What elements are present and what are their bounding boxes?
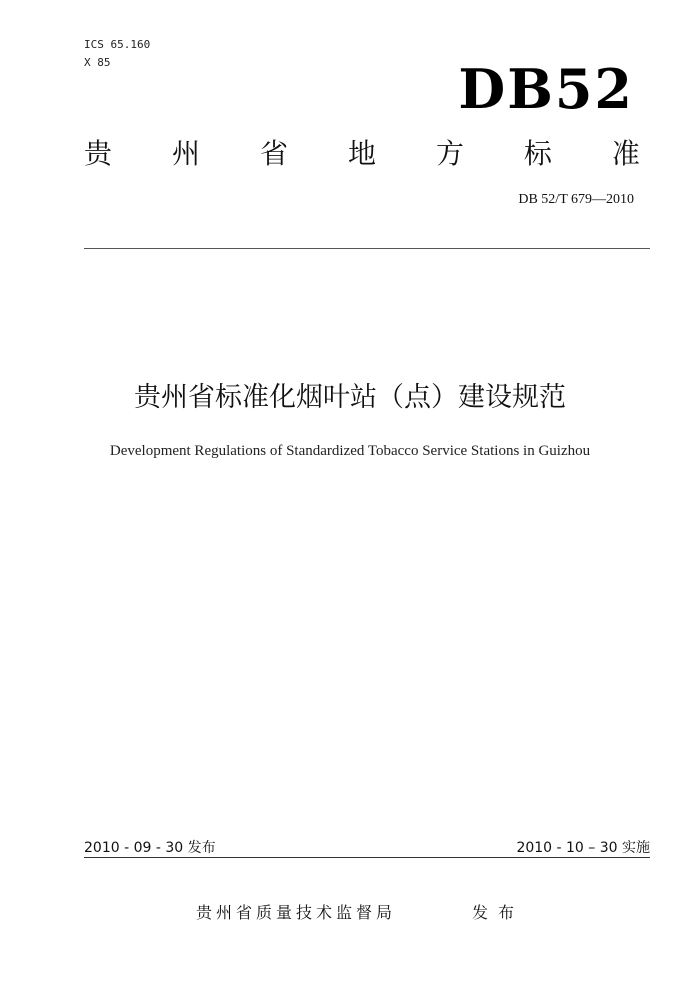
header-divider [84,248,650,249]
standard-number: DB 52/T 679—2010 [518,192,634,207]
standard-type-char: 标 [523,137,552,170]
standard-type-char: 地 [347,137,376,170]
standard-type-char: 州 [171,137,200,170]
issue-date: 2010 - 09 - 30 发布 [84,840,216,856]
issuing-authority: 贵州省质量技术监督局 [196,903,397,922]
footer-divider [84,857,650,858]
document-title-english: Development Regulations of Standardized Tobacco Service Stations in Guizhou [109,443,591,459]
classification-code: X 85 [84,56,111,69]
standard-type-char: 方 [435,137,464,170]
standard-type-heading [84,136,640,172]
ics-code: ICS 65.160 [84,38,151,51]
publish-label: 发布 [472,903,525,922]
implementation-date: 2010 - 10 – 30 实施 [516,840,650,856]
standard-type-char: 省 [259,137,288,170]
db-logo: DB52 [458,57,634,121]
standard-type-char: 贵 [84,137,113,170]
document-title-chinese: 贵州省标准化烟叶站（点）建设规范 [134,382,566,413]
standard-type-char: 准 [611,137,640,170]
